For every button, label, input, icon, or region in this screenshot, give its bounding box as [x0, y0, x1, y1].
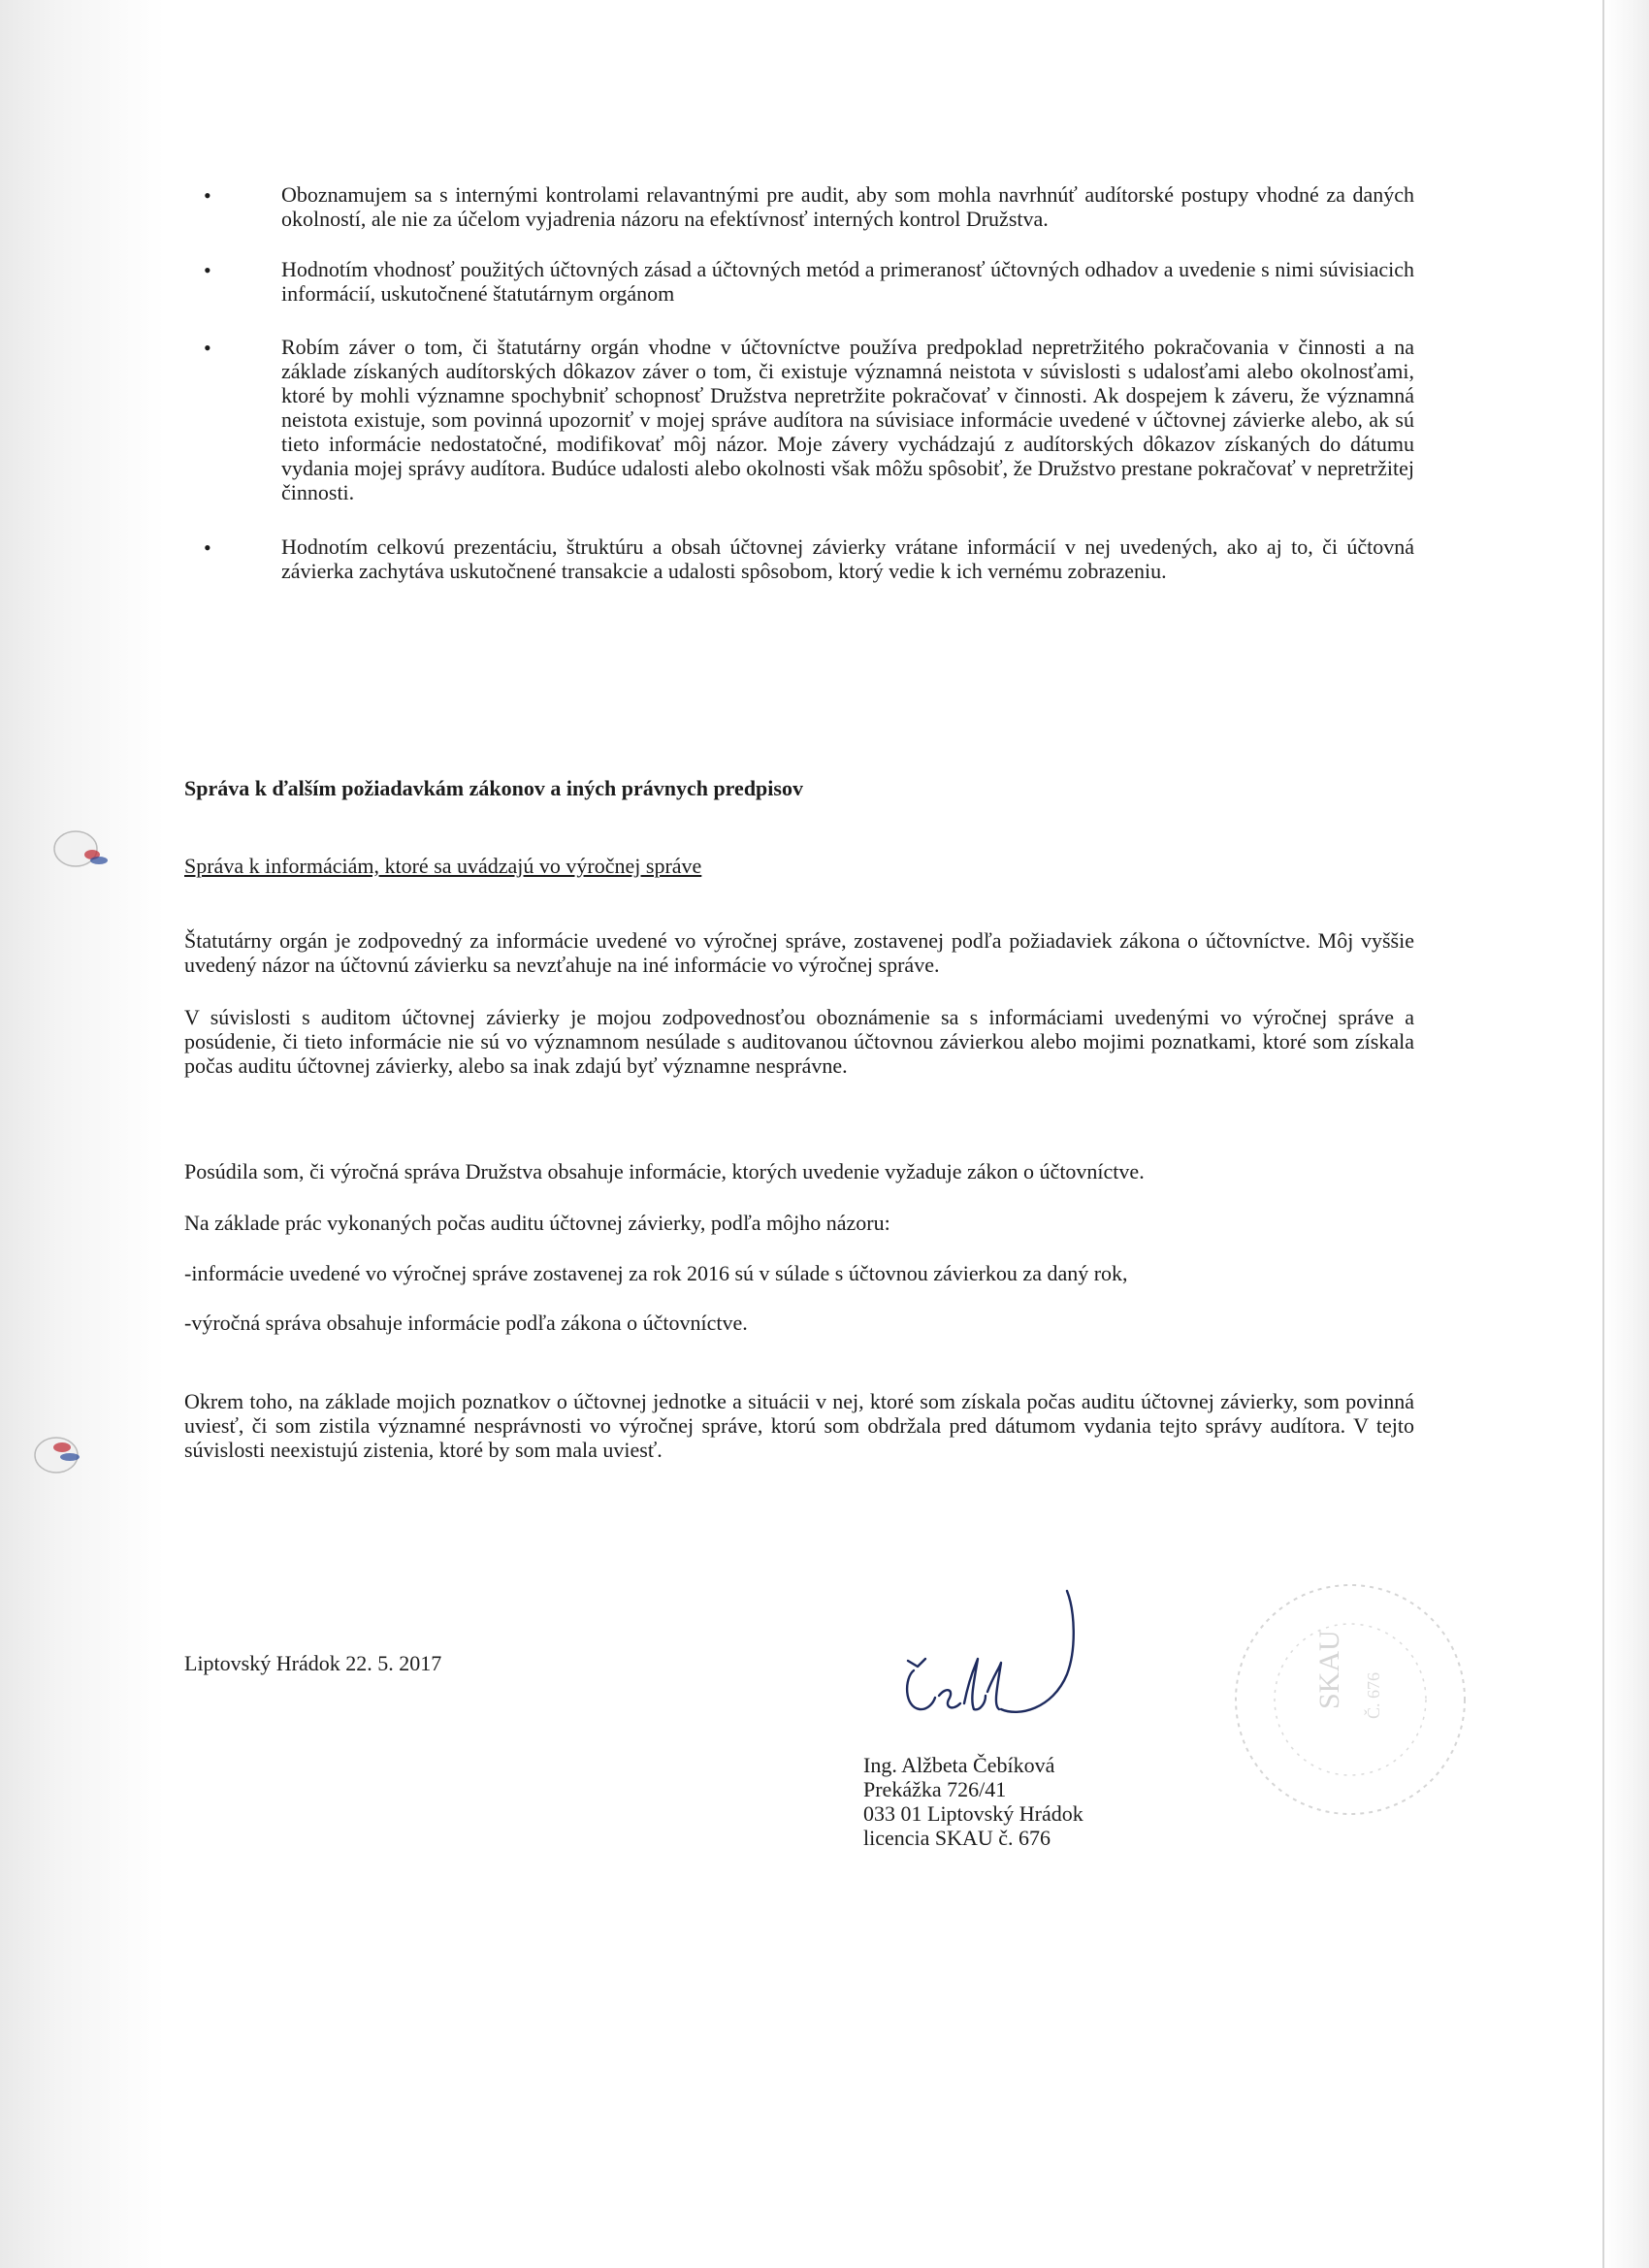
paragraph-auditor-duty: V súvislosti s auditom účtovnej závierky je mojou zodpovednosťou oboznámenie sa s informáciami uvedenými vo výročnej správe a posúdenie, či tieto informácie nie sú vo významnom nesúlade s auditovanou účtovnou závierkou alebo mojimi poznatkami, ktoré som získala počas auditu účtovnej závierky, alebo sa inak zdajú byť významne nesprávne. — [184, 1005, 1414, 1078]
bullet-icon: • — [204, 336, 211, 360]
punch-hole-bottom — [19, 1426, 97, 1484]
section-heading: Správa k ďalším požiadavkám zákonov a iných právnych predpisov — [184, 776, 803, 800]
left-edge-shadow — [0, 0, 165, 2268]
bullet-icon: • — [204, 183, 211, 208]
paragraph-findings: Okrem toho, na základe mojich poznatkov o účtovnej jednotke a situácii v nej, ktoré som získala počas auditu účtovnej závierky, som povinná uviesť, či som zistila významné nesprávnosti vo výročnej správe, ktorú som obdržala pred dátumom vydania tejto správy audítora. V tejto súvislosti neexistujú zistenia, ktoré by som mala uviesť. — [184, 1389, 1414, 1462]
svg-text:Č. 676: Č. 676 — [1364, 1671, 1383, 1719]
bullet-item: • Hodnotím vhodnosť použitých účtovných zásad a účtovných metód a primeranosť účtovných odhadov a uvedenie s nimi súvisiacich informácií, uskutočnené štatutárnym orgánom — [204, 257, 1414, 306]
bullet-item: • Hodnotím celkovú prezentáciu, štruktúru a obsah účtovnej závierky vrátane informácií v nej uvedených, ako aj to, či účtovná závierka zachytáva uskutočnené transakcie a udalosti spôsobom, ktorý vedie k ich vernému zobrazeniu. — [204, 535, 1414, 583]
auditor-street: Prekážka 726/41 — [863, 1777, 1007, 1801]
auditor-license: licencia SKAU č. 676 — [863, 1826, 1051, 1850]
subsection-heading: Správa k informáciám, ktoré sa uvádzajú vo výročnej správe — [184, 854, 702, 878]
auditor-city: 033 01 Liptovský Hrádok — [863, 1801, 1083, 1826]
bullet-icon: • — [204, 258, 211, 282]
paragraph-opinion-2: -výročná správa obsahuje informácie podľa zákona o účtovníctve. — [184, 1311, 748, 1335]
punch-hole-top — [39, 820, 116, 878]
auditor-signature-block — [863, 1753, 1083, 1850]
paragraph-assessment: Posúdila som, či výročná správa Družstva obsahuje informácie, ktorých uvedenie vyžaduje zákon o účtovníctve. — [184, 1159, 1145, 1183]
paragraph-responsibility: Štatutárny orgán je zodpovedný za informácie uvedené vo výročnej správe, zostavenej podľa požiadaviek zákona o účtovníctve. Môj vyššie uvedený názor na účtovnú závierku sa nevzťahuje na iné informácie vo výročnej správe. — [184, 928, 1414, 977]
bullet-item: • Oboznamujem sa s internými kontrolami relavantnými pre audit, aby som mohla navrhnúť audítorské postupy vhodné za daných okolností, ale nie za účelom vyjadrenia názoru na efektívnosť interných kontrol Družstva. — [204, 182, 1414, 231]
bullet-icon: • — [204, 535, 211, 560]
bullet-item: • Robím záver o tom, či štatutárny orgán vhodne v účtovníctve používa predpoklad nepretržitého pokračovania v činnosti a na základe získaných audítorských dôkazov záver o tom, či existuje významná neistota v súvislosti s udalosťami alebo okolnosťami, ktoré by mohli významne spochybniť schopnosť Družstva nepretržite pokračovať v činnosti. Ak dospejem k záveru, že významná neistota existuje, som povinná upozorniť v mojej správe audítora na súvisiace informácie uvedené v účtovnej závierke alebo, ak sú tieto informácie nedostatočné, modifikovať môj názor. Moje závery vychádzajú z audítorských dôkazov získaných do dátumu vydania mojej správy audítora. Budúce udalosti alebo okolnosti však môžu spôsobiť, že Družstvo prestane pokračovať v nepretržitej činnosti. — [204, 335, 1414, 504]
handwritten-signature — [892, 1581, 1116, 1746]
right-edge-shadow — [1602, 0, 1649, 2268]
paragraph-opinion-1: -informácie uvedené vo výročnej správe zostavenej za rok 2016 sú v súlade s účtovnou závierkou za daný rok, — [184, 1261, 1128, 1285]
paragraph-opinion-intro: Na základe prác vykonaných počas auditu účtovnej závierky, podľa môjho názoru: — [184, 1211, 890, 1235]
place-and-date: Liptovský Hrádok 22. 5. 2017 — [184, 1651, 442, 1675]
svg-text:SKAU: SKAU — [1313, 1630, 1345, 1709]
audit-procedures-list — [204, 182, 1414, 609]
auditor-stamp — [1224, 1573, 1476, 1826]
auditor-name: Ing. Alžbeta Čebíková — [863, 1753, 1055, 1777]
